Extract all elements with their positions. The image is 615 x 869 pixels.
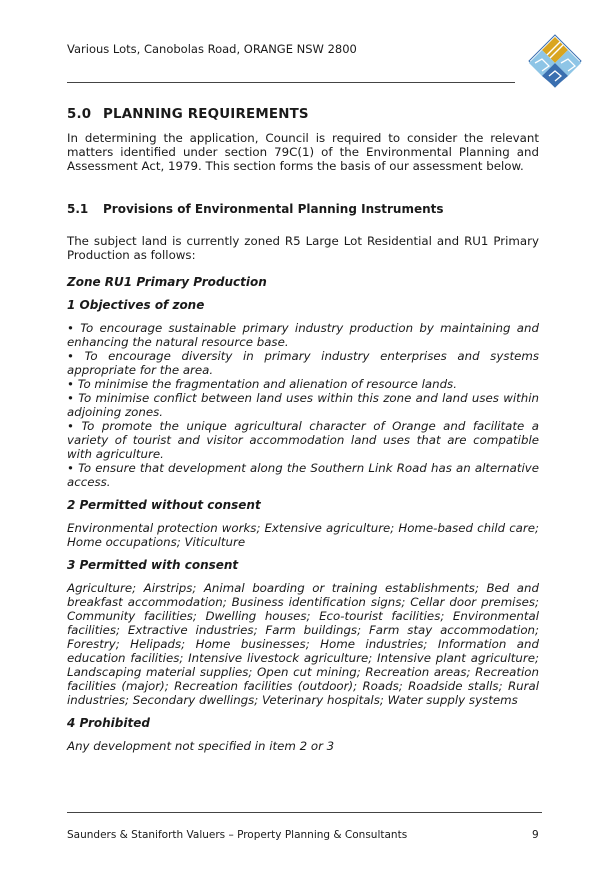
list-item: • To encourage diversity in primary industry enterprises and systems appropriate for the area. [67, 349, 539, 377]
list-item: • To ensure that development along the Southern Link Road has an alternative access. [67, 461, 539, 489]
with-consent-heading: 3 Permitted with consent [67, 558, 239, 572]
footer-divider [67, 812, 542, 813]
zone-heading: Zone RU1 Primary Production [67, 275, 267, 289]
header-address: Various Lots, Canobolas Road, ORANGE NSW 2800 [67, 42, 357, 56]
footer-company: Saunders & Staniforth Valuers – Property Planning & Consultants [67, 829, 408, 841]
objectives-heading: 1 Objectives of zone [67, 298, 205, 312]
list-item: • To minimise conflict between land uses within this zone and land uses within adjoining zones. [67, 391, 539, 419]
section-number: 5.0 [67, 107, 92, 122]
subsection-number: 5.1 [67, 202, 89, 216]
subsection-heading [67, 202, 539, 216]
subsection-title: Provisions of Environmental Planning Instruments [103, 202, 444, 216]
header-divider [67, 82, 515, 83]
section-heading [67, 108, 539, 122]
section-intro: In determining the application, Council is required to consider the relevant matters identified under section 79C(1) of the Environmental Planning and Assessment Act, 1979. This section forms the basis of our assessment below. [67, 131, 539, 173]
page-content [67, 108, 539, 753]
prohibited-heading: 4 Prohibited [67, 716, 150, 730]
subsection-intro: The subject land is currently zoned R5 Large Lot Residential and RU1 Primary Production as follows: [67, 234, 539, 262]
page-number: 9 [532, 829, 539, 841]
list-item: • To encourage sustainable primary industry production by maintaining and enhancing the natural resource base. [67, 321, 539, 349]
list-item: • To promote the unique agricultural character of Orange and facilitate a variety of tourist and visitor accommodation land uses that are compatible with agriculture. [67, 419, 539, 461]
with-consent-text: Agriculture; Airstrips; Animal boarding or training establishments; Bed and breakfast accommodation; Business identification signs; Cellar door premises; Community facilities; Dwelling houses; Eco-tourist facilities; Environmental facilities; Extractive industries; Farm buildings; Farm stay accommodation; Forestry; Helipads; Home businesses; Home industries; Information and education facilities; Intensive livestock agriculture; Intensive plant agriculture; Landscaping material supplies; Open cut mining; Recreation areas; Recreation facilities (major); Recreation facilities (outdoor); Roads; Roadside stalls; Rural industries; Secondary dwellings; Veterinary hospitals; Water supply systems [67, 581, 539, 707]
without-consent-heading: 2 Permitted without consent [67, 498, 261, 512]
section-title: PLANNING REQUIREMENTS [103, 107, 309, 122]
without-consent-text: Environmental protection works; Extensive agriculture; Home-based child care; Home occupations; Viticulture [67, 521, 539, 549]
objectives-list [67, 321, 539, 489]
list-item: • To minimise the fragmentation and alienation of resource lands. [67, 377, 539, 391]
prohibited-text: Any development not specified in item 2 or 3 [67, 739, 335, 753]
diamond-logo-icon [527, 33, 583, 89]
